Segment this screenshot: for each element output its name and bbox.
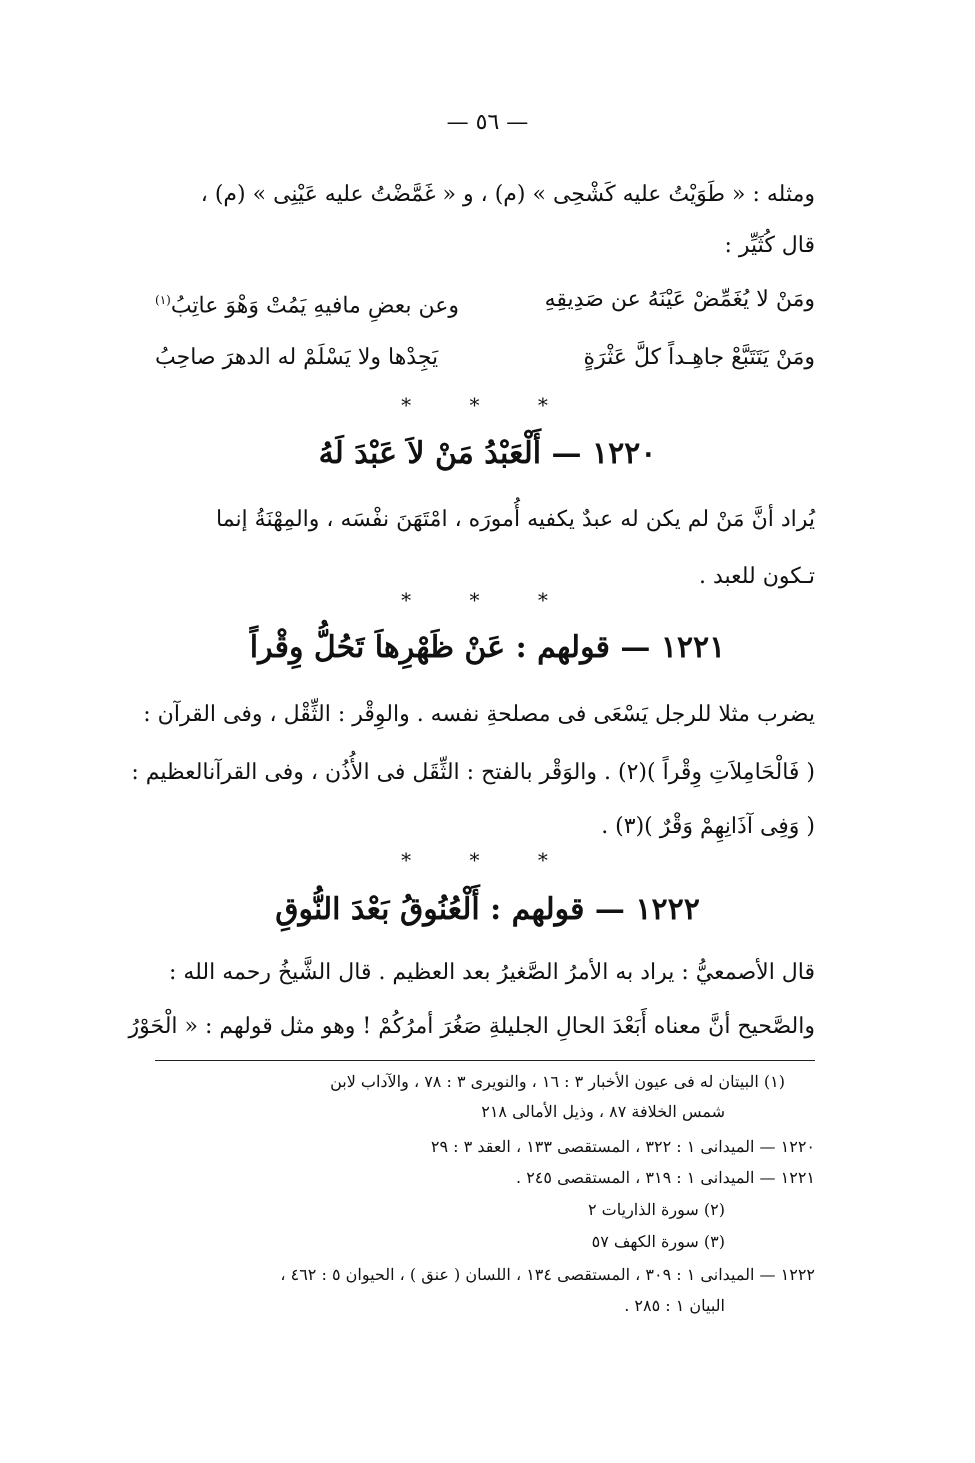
footnote-line: البيان ١ : ٢٨٥ . — [624, 1296, 725, 1315]
intro-line: ومثله : « طَوَيْتُ عليه كَشْحِى » (م) ، و « غَمَّضْتُ عليه عَيْنِى » (م) ، — [200, 182, 815, 207]
footnote-marker: (١) — [155, 293, 171, 307]
footnote-line: (٣) سورة الكهف ٥٧ — [591, 1232, 725, 1251]
entry-heading: ١٢٢٢ — قولهم : أَلْعُنُوقُ بَعْدَ النُّوقِ — [275, 892, 700, 927]
verse-line — [155, 343, 815, 373]
intro-line: قال كُثَيِّر : — [724, 233, 815, 258]
footnote-line: شمس الخلافة ٨٧ ، وذيل الأمالى ٢١٨ — [481, 1102, 725, 1121]
entry-heading: ١٢٢٠ — أَلْعَبْدُ مَنْ لاَ عَبْدَ لَهُ — [318, 436, 657, 471]
verse-line — [155, 285, 815, 321]
entry-text-line: والصَّحيح أنَّ معناه أَبَعْدَ الحالِ الجليلةِ صَغُرَ أمرُكُمْ ! وهو مثل قولهم : « الْحَوْرُ — [128, 1014, 815, 1039]
entry-heading: ١٢٢١ — قولهم : عَنْ ظَهْرِهاَ تَحُلُّ وِقْراً — [249, 630, 726, 665]
section-separator: * * * — [401, 588, 574, 612]
footnote-line: (٢) سورة الذاريات ٢ — [588, 1200, 725, 1219]
entry-text-line: ( وَفِى آذَانِهِمْ وَقْرٌ )(٣) . — [601, 814, 815, 839]
verse-hemistich-left: يَجِدْها ولا يَسْلَمْ له الدهرَ صاحِبُ — [155, 345, 439, 370]
page-number: — ٥٦ — — [446, 110, 529, 135]
entry-text-line: يُراد أنَّ مَنْ لم يكن له عبدٌ يكفيه أُمورَه ، امْتَهَنَ نفْسَه ، والمِهْنَةُ إنما — [216, 507, 815, 532]
entry-text-line: تـكون للعبد . — [698, 564, 815, 589]
section-separator: * * * — [401, 393, 574, 417]
footnote-line: ١٢٢٢ — الميدانى ١ : ٣٠٩ ، المستقصى ١٣٤ ، اللسان ( عنق ) ، الحيوان ٥ : ٤٦٢ ، — [280, 1265, 815, 1284]
verse-hemistich-right: ومَنْ لا يُغَمِّضْ عَيْنَهُ عن صَدِيقِهِ — [544, 287, 815, 312]
footnote-rule — [155, 1060, 815, 1061]
footnote-line: (١) البيتان له فى عيون الأخبار ٣ : ١٦ ، والنويرى ٣ : ٧٨ ، والآداب لابن — [330, 1072, 785, 1091]
footnote-line: ١٢٢١ — الميدانى ١ : ٣١٩ ، المستقصى ٢٤٥ . — [516, 1168, 815, 1187]
verse-hemistich-left — [155, 285, 459, 321]
entry-text-line: يضرب مثلا للرجل يَسْعَى فى مصلحةِ نفسه . والوِقْر : الثِّقْل ، وفى القرآن : — [143, 702, 815, 727]
verse-hemistich-left-text: وعن بعضِ مافيهِ يَمُتْ وَهْوَ عاتِبُ — [170, 293, 460, 319]
entry-text-line: قال الأصمعيُّ : يراد به الأمرُ الصَّغيرُ بعد العظيم . قال الشَّيخُ رحمه الله : — [168, 960, 815, 985]
verse-hemistich-right: ومَنْ يَتَتَبَّعْ جاهِـداً كلَّ عَثْرَةٍ — [583, 345, 815, 370]
section-separator: * * * — [401, 848, 574, 872]
footnote-line: ١٢٢٠ — الميدانى ١ : ٣٢٢ ، المستقصى ١٣٣ ، العقد ٣ : ٢٩ — [430, 1137, 815, 1156]
entry-text-line: ( فَالْحَامِلاَتِ وِقْراً )(٢) . والوَقْر بالفتح : الثِّقَل فى الأُذُن ، وفى القرآنالعظيم : — [131, 760, 815, 785]
